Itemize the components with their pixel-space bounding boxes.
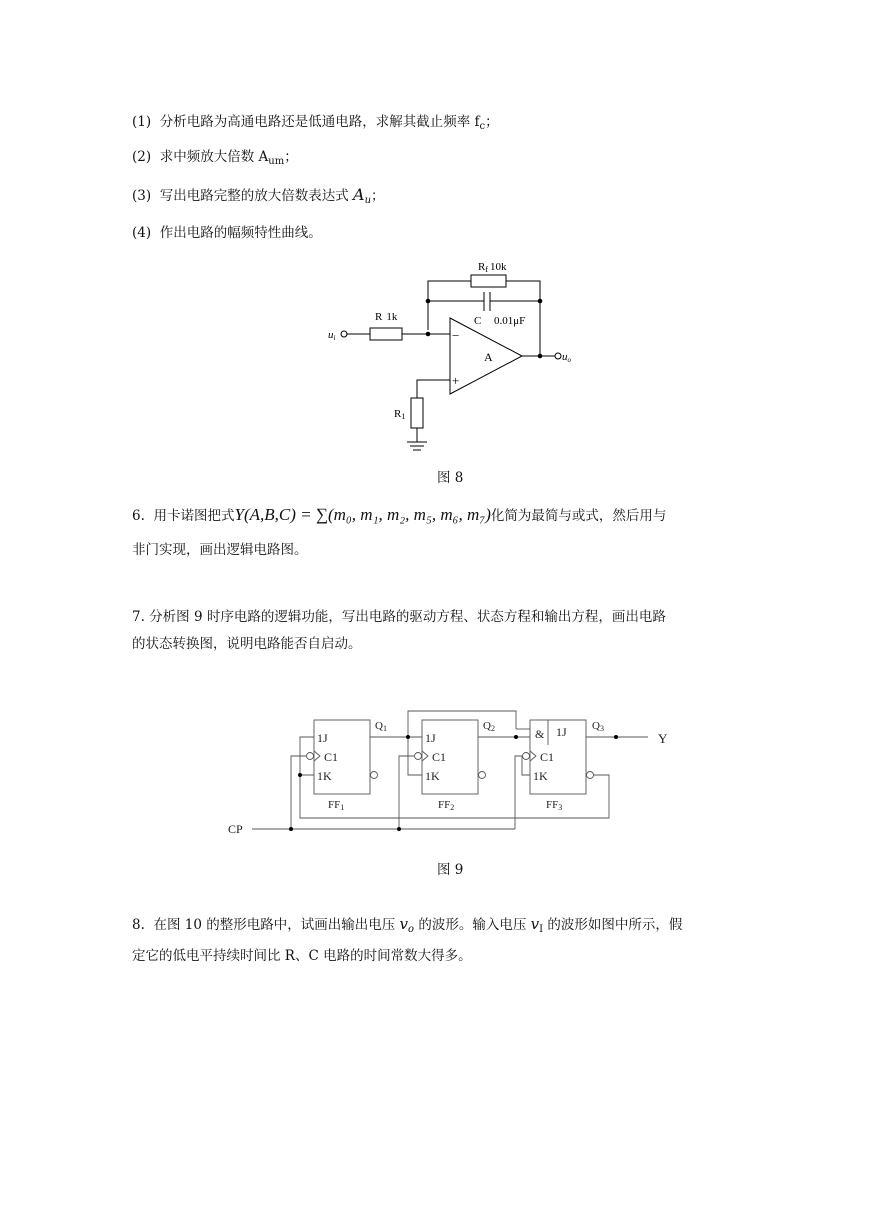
plus-sign: + <box>452 373 460 388</box>
q6-formula: Y(A,B,C) = ∑(m₀, m₁, m₂, m₅, m₆, m₇) <box>234 505 491 524</box>
minus-sign: − <box>452 328 460 343</box>
ff1-c-label: C1 <box>324 750 339 764</box>
figure-8-caption: 图 8 <box>437 470 464 486</box>
ff1-k-label: 1K <box>317 769 332 783</box>
q3-label: Q3 <box>592 720 604 733</box>
figure-8-circuit <box>320 252 590 462</box>
q5-part-2: (2) 求中频放大倍数 $A_{um}$； <box>132 149 298 167</box>
ff1-j-label: 1J <box>317 731 328 745</box>
q5-part-4: (4) 作出电路的幅频特性曲线。 <box>132 225 322 241</box>
ff2-j-label: 1J <box>425 731 436 745</box>
figure-9-circuit <box>220 705 680 845</box>
ff3-c-label: C1 <box>540 750 555 764</box>
q2-label: Q2 <box>483 720 495 733</box>
q8-line-2: 定它的低电平持续时间比 R、C 电路的时间常数大得多。 <box>132 948 472 964</box>
ff2-label: FF2 <box>438 799 455 812</box>
q6-line-1: 6. 用卡诺图把式Y(A,B,C) = ∑(m₀, m₁, m₂, m₅, m₆, m₇)化简为最简与或式，然后用与 <box>132 505 667 524</box>
r-label: R 1k <box>375 311 398 323</box>
ff2-k-label: 1K <box>425 769 440 783</box>
q8-line-1: 8. 在图 10 的整形电路中，试画出输出电压 $v_o$ 的波形。输入电压 $v_I$ 的波形如图中所示，假 <box>132 915 683 935</box>
figure-9-caption: 图 9 <box>437 862 464 878</box>
ff3-j-label: 1J <box>556 725 567 739</box>
r1-label: R1 <box>394 408 406 421</box>
opamp-label: A <box>484 350 493 364</box>
q5-part-1: (1) 分析电路为高通电路还是低通电路，求解其截止频率 $f_c$； <box>132 114 499 132</box>
q7-line-1: 7. 分析图 9 时序电路的逻辑功能，写出电路的驱动方程、状态方程和输出方程，画出电路 <box>132 609 666 625</box>
ff2-c-label: C1 <box>432 750 447 764</box>
uo-label: uo <box>562 351 571 364</box>
q1-label: Q1 <box>375 720 387 733</box>
rf-label: Rf 10k <box>478 261 507 274</box>
q7-line-2: 的状态转换图，说明电路能否自启动。 <box>132 636 362 652</box>
ff3-and-label: & <box>535 727 545 741</box>
c-value: 0.01μF <box>494 315 526 327</box>
cp-label: CP <box>228 822 243 836</box>
c-label: C <box>474 315 482 327</box>
ui-label: ui <box>328 329 336 342</box>
ff3-label: FF3 <box>546 799 563 812</box>
ff3-k-label: 1K <box>533 769 548 783</box>
ff1-label: FF1 <box>328 799 345 812</box>
q5-part-3: (3) 写出电路完整的放大倍数表达式 $A_u$； <box>132 185 385 206</box>
q6-line-2: 非门实现，画出逻辑电路图。 <box>132 542 308 558</box>
y-label: Y <box>658 731 668 746</box>
